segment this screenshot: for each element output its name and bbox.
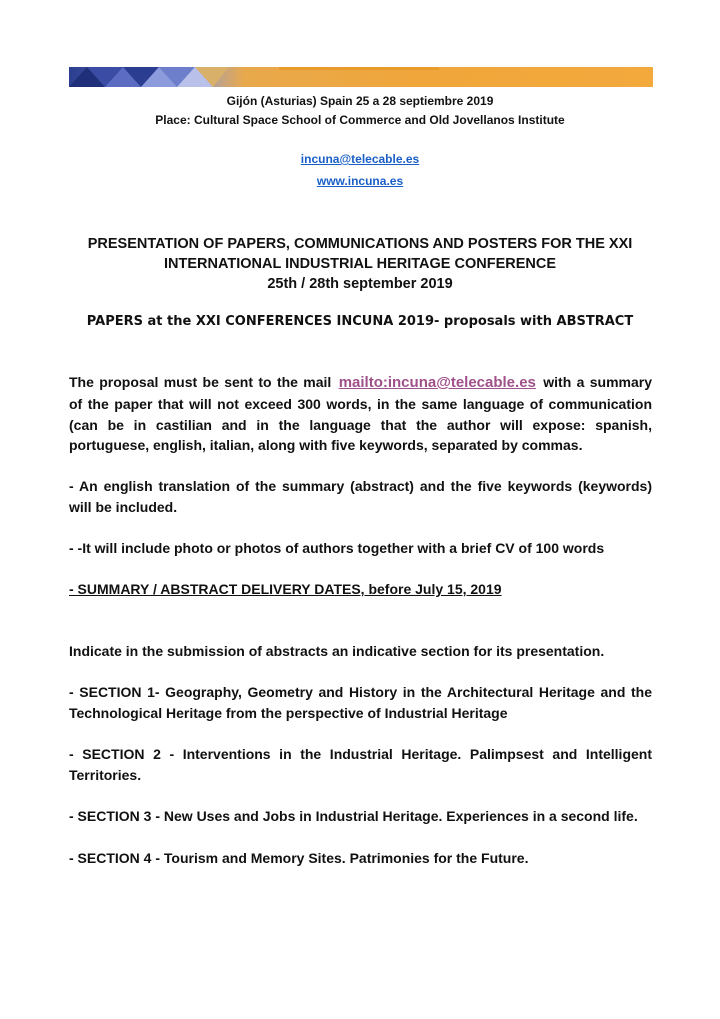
title-line-3: 25th / 28th september 2019: [267, 276, 453, 292]
proposal-mail-link[interactable]: mailto:incuna@telecable.es: [338, 374, 536, 391]
email-link-container: [0, 151, 720, 167]
title-line-1: PRESENTATION OF PAPERS, COMMUNICATIONS AND POSTERS FOR THE XXI: [87, 236, 633, 252]
delivery-dates: - SUMMARY / ABSTRACT DELIVERY DATES, before July 15, 2019: [69, 581, 502, 597]
section-4: - SECTION 4 - Tourism and Memory Sites. Patrimonies for the Future.: [69, 850, 529, 866]
proposal-paragraph: [69, 372, 652, 456]
title-line-2: INTERNATIONAL INDUSTRIAL HERITAGE CONFERENCE: [163, 256, 557, 272]
section-3: - SECTION 3 - New Uses and Jobs in Industrial Heritage. Experiences in a second life.: [69, 808, 638, 824]
subtitle: PAPERS at the XXI CONFERENCES INCUNA 2019- proposals with ABSTRACT: [86, 314, 634, 329]
place-line: Place: Cultural Space School of Commerce and Old Jovellanos Institute: [155, 113, 565, 127]
page-title: [0, 234, 720, 294]
photo-paragraph: - -It will include photo or photos of authors together with a brief CV of 100 words: [69, 540, 605, 556]
translation-paragraph: - An english translation of the summary (abstract) and the five keywords (keywords) will be included.: [69, 478, 652, 515]
proposal-text-before: The proposal must be sent to the mail: [69, 374, 337, 390]
section-1: - SECTION 1- Geography, Geometry and History in the Architectural Heritage and the Technological Heritage from the perspective of Industrial Heritage: [69, 684, 652, 721]
section-2: - SECTION 2 - Interventions in the Industrial Heritage. Palimpsest and Intelligent Territories.: [69, 746, 652, 783]
conference-banner: [69, 67, 653, 87]
location-line: Gijón (Asturias) Spain 25 a 28 septiembre 2019: [226, 94, 494, 108]
indicate-paragraph: Indicate in the submission of abstracts an indicative section for its presentation.: [69, 643, 605, 659]
banner-graphic: [69, 67, 653, 87]
website-link[interactable]: www.incuna.es: [316, 174, 404, 188]
website-link-container: [0, 173, 720, 189]
email-link[interactable]: incuna@telecable.es: [300, 152, 420, 166]
proposal-text-after: with a summary of the paper that will not exceed 300 words, in the same language of communication (can be in castilian and in the language that the author will expose: spanish, portuguese, english, italian, along with five keywords, separated by commas.: [69, 374, 652, 454]
